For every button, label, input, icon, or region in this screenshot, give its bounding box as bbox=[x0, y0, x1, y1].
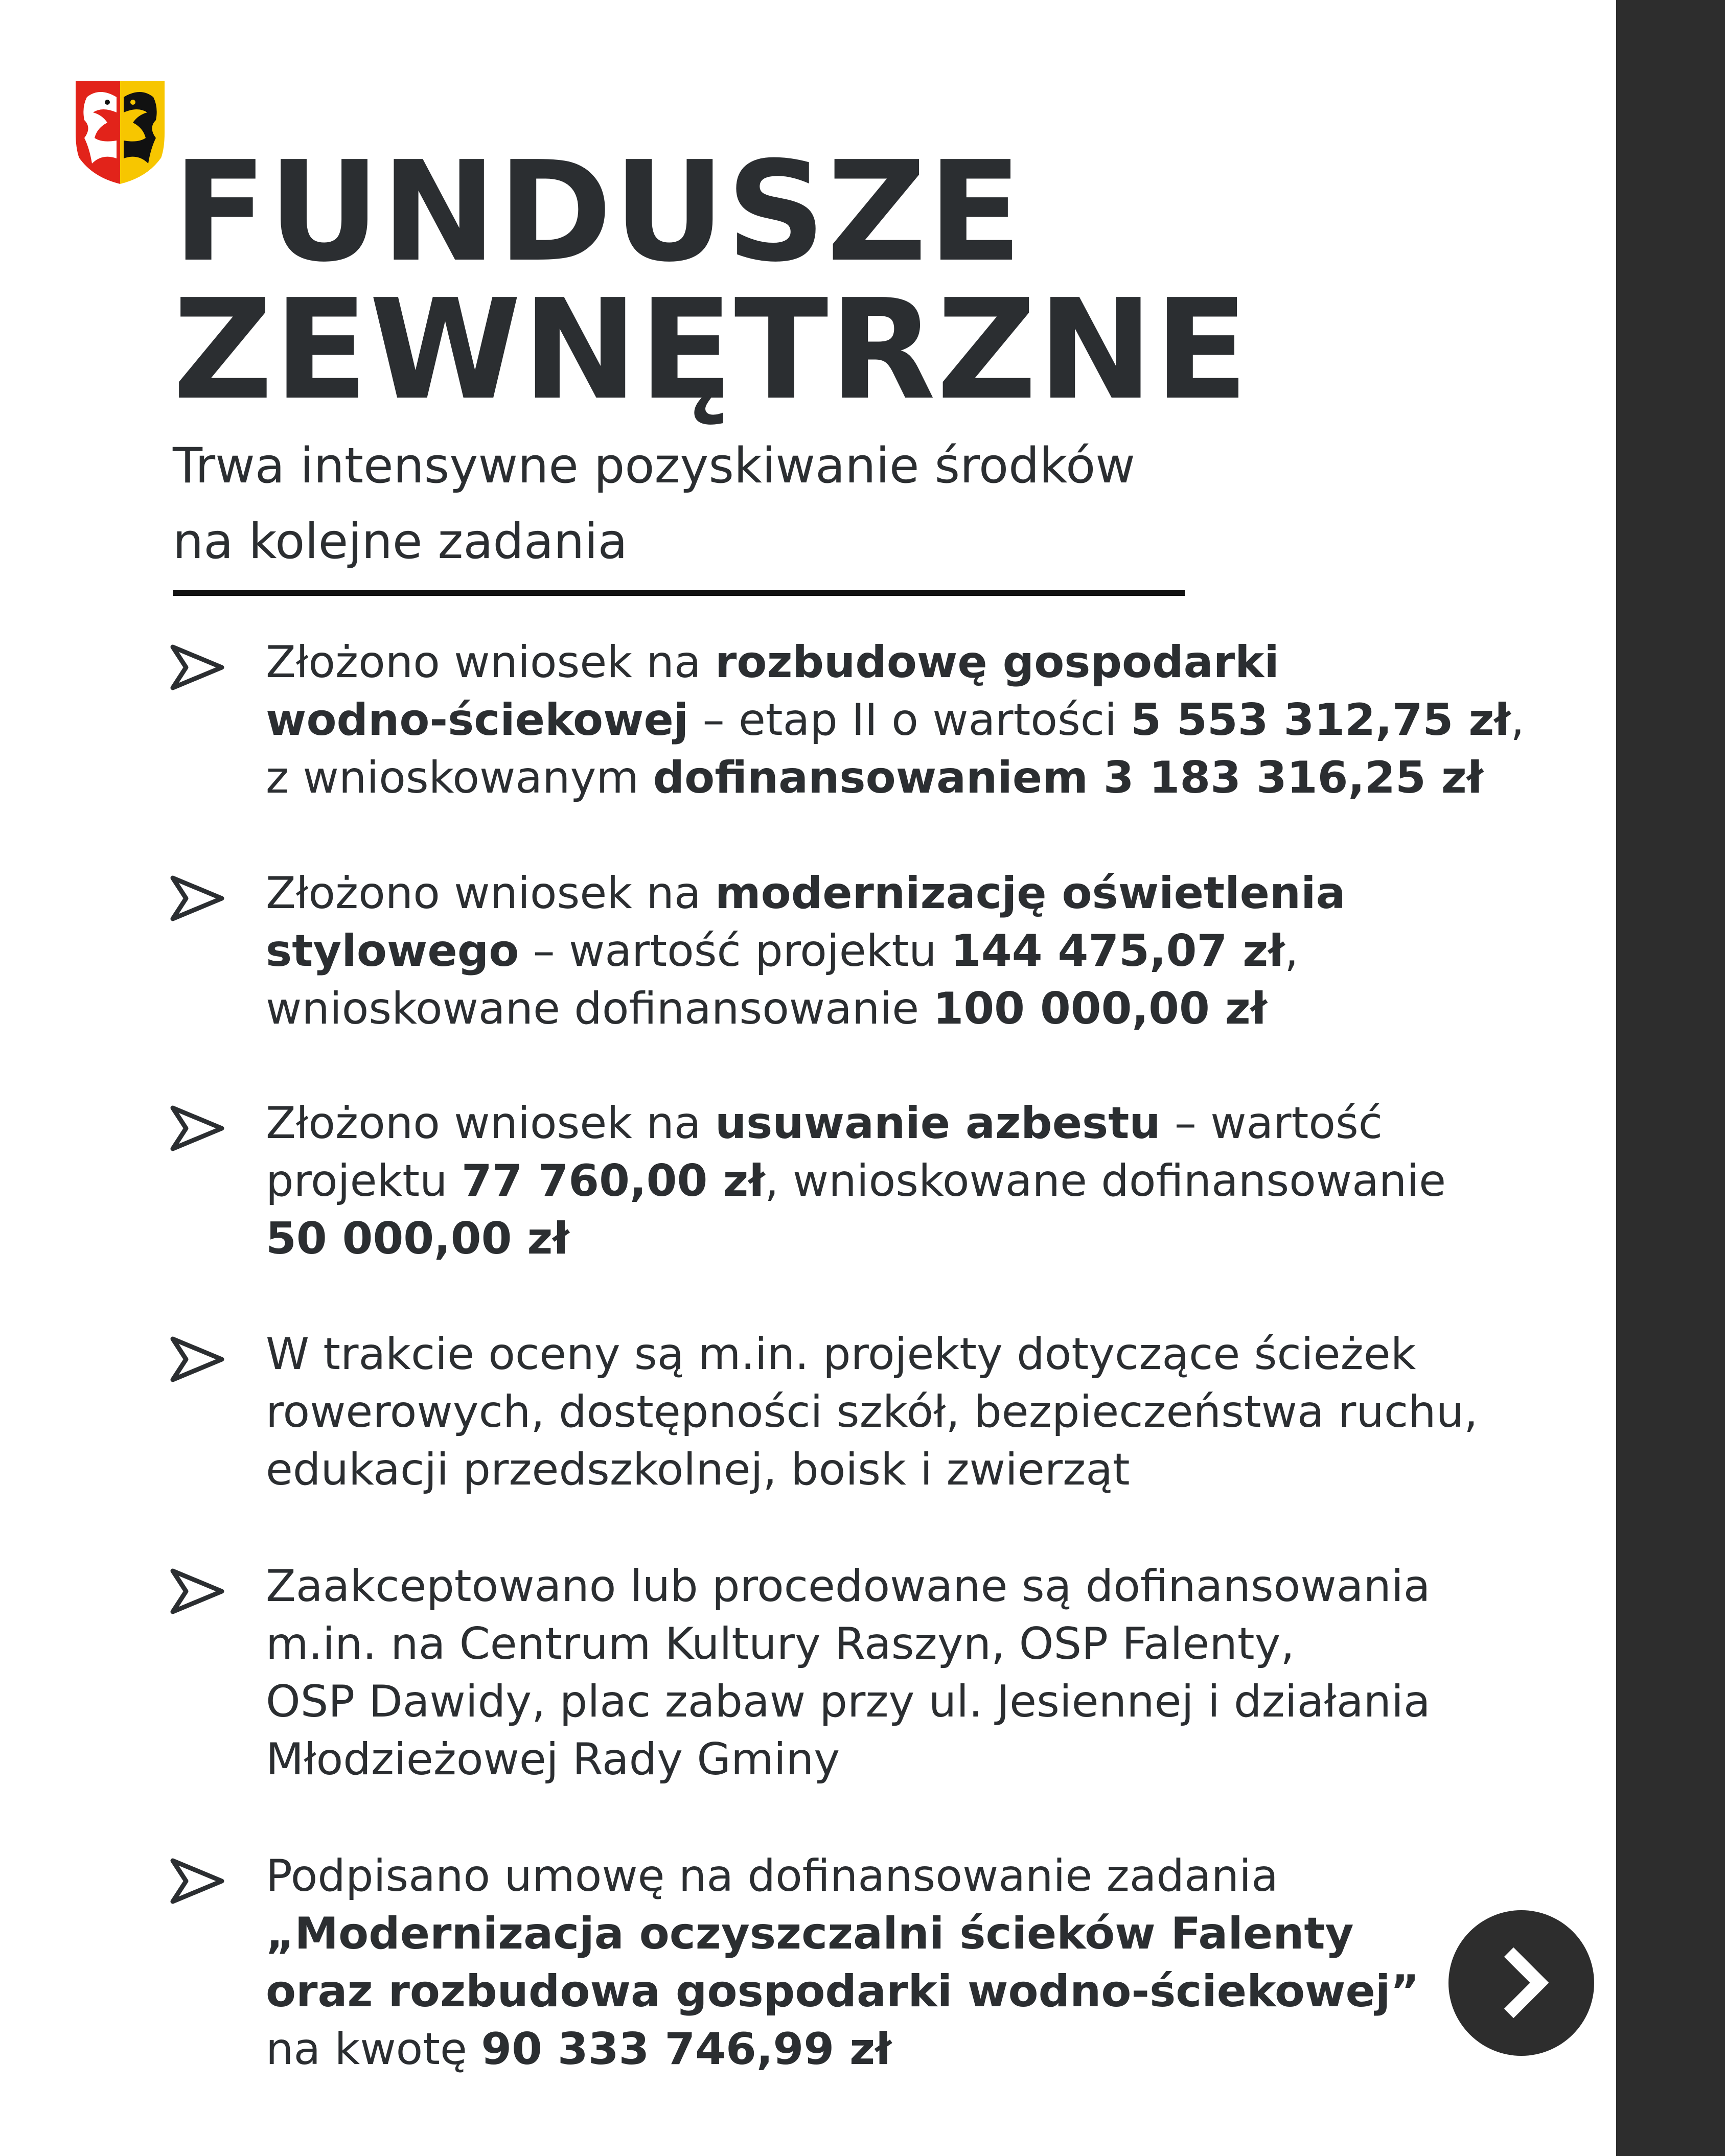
text-run: projektu bbox=[266, 1155, 462, 1207]
arrow-right-icon bbox=[169, 874, 226, 923]
amount-value: 100 000,00 zł bbox=[933, 983, 1267, 1034]
text-bold: „Modernizacja oczyszczalni ścieków Falenty bbox=[266, 1908, 1354, 1959]
arrow-right-icon bbox=[169, 1857, 226, 1906]
item-text bbox=[266, 634, 1615, 807]
item-text bbox=[266, 1847, 1615, 2078]
next-slide-button[interactable] bbox=[1448, 1910, 1594, 2056]
text-line: Zaakceptowano lub procedowane są dofinansowania bbox=[266, 1561, 1431, 1612]
item-text bbox=[266, 1095, 1615, 1268]
arrow-right-icon bbox=[169, 1335, 226, 1384]
chevron-right-icon bbox=[1448, 1910, 1594, 2056]
side-bar bbox=[1616, 0, 1725, 2156]
text-bold: oraz rozbudowa gospodarki wodno-ściekowej” bbox=[266, 1966, 1419, 2017]
amount-value: 50 000,00 zł bbox=[266, 1213, 569, 1264]
text-run: , bbox=[1284, 925, 1299, 977]
text-run: wnioskowane dofinansowanie bbox=[266, 983, 933, 1034]
text-run: – wartość bbox=[1160, 1098, 1383, 1149]
amount-value: 144 475,07 zł bbox=[951, 925, 1285, 977]
text-bold: rozbudowę gospodarki bbox=[715, 637, 1279, 688]
amount-value: 77 760,00 zł bbox=[461, 1155, 765, 1207]
text-line: m.in. na Centrum Kultury Raszyn, OSP Falenty, bbox=[266, 1618, 1295, 1670]
subtitle-line-2: na kolejne zadania bbox=[173, 514, 628, 570]
text-run: Złożono wniosek na bbox=[266, 637, 715, 688]
title-line-2: ZEWNĘTRZNE bbox=[173, 269, 1250, 430]
text-bold: wodno-ściekowej bbox=[266, 694, 689, 746]
text-run: na kwotę bbox=[266, 2024, 481, 2075]
text-line: Podpisano umowę na dofinansowanie zadania bbox=[266, 1850, 1278, 1902]
text-bold: stylowego bbox=[266, 925, 519, 977]
arrow-right-icon bbox=[169, 643, 226, 692]
amount-value: 5 553 312,75 zł bbox=[1131, 694, 1511, 746]
arrow-right-icon bbox=[169, 1104, 226, 1153]
text-line: OSP Dawidy, plac zabaw przy ul. Jesiennej i działania bbox=[266, 1676, 1431, 1727]
subtitle-line-1: Trwa intensywne pozyskiwanie środków bbox=[173, 438, 1135, 494]
text-line: Młodzieżowej Rady Gminy bbox=[266, 1734, 840, 1785]
text-line: W trakcie oceny są m.in. projekty dotyczące ścieżek bbox=[266, 1329, 1416, 1380]
text-run: – etap II o wartości bbox=[688, 694, 1131, 746]
arrow-right-icon bbox=[169, 1567, 226, 1616]
text-run: z wnioskowanym bbox=[266, 752, 653, 803]
title-line-1: FUNDUSZE bbox=[173, 131, 1023, 292]
text-bold: usuwanie azbestu bbox=[715, 1098, 1161, 1149]
amount-value: dofinansowaniem 3 183 316,25 zł bbox=[653, 752, 1483, 803]
amount-value: 90 333 746,99 zł bbox=[481, 2024, 892, 2075]
text-run: Złożono wniosek na bbox=[266, 1098, 715, 1149]
text-bold: modernizację oświetlenia bbox=[715, 868, 1346, 919]
text-run: – wartość projektu bbox=[519, 925, 951, 977]
item-text bbox=[266, 1558, 1615, 1789]
text-run: Złożono wniosek na bbox=[266, 868, 715, 919]
text-run: , bbox=[1510, 694, 1525, 746]
item-text bbox=[266, 865, 1615, 1038]
item-text bbox=[266, 1326, 1615, 1499]
text-line: rowerowych, dostępności szkół, bezpieczeństwa ruchu, bbox=[266, 1386, 1478, 1438]
text-line: edukacji przedszkolnej, boisk i zwierząt bbox=[266, 1444, 1130, 1495]
text-run: , wnioskowane dofinansowanie bbox=[765, 1155, 1446, 1207]
